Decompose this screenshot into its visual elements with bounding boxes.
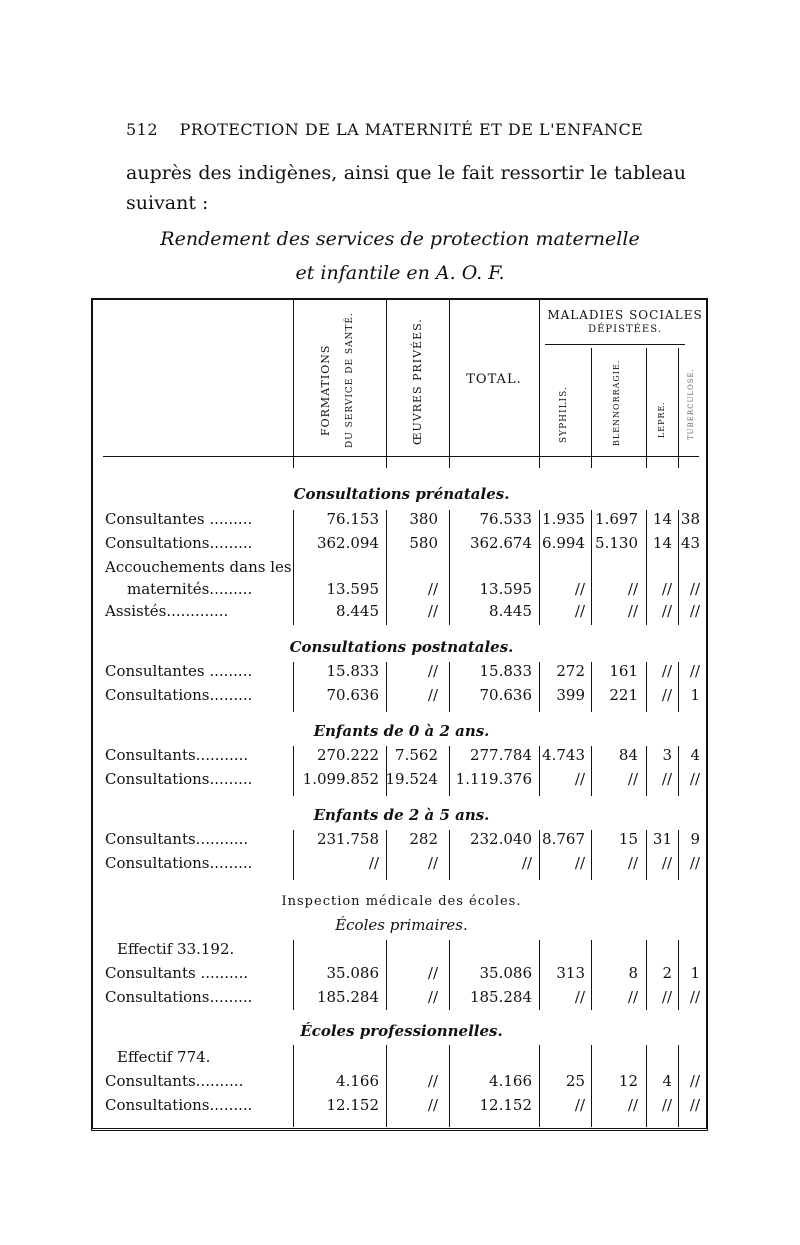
cell: // bbox=[689, 988, 700, 1006]
cell: // bbox=[627, 580, 638, 598]
cell: // bbox=[521, 854, 532, 872]
cell: 15 bbox=[618, 830, 638, 848]
cell: 4 bbox=[662, 1072, 672, 1090]
cell: // bbox=[627, 988, 638, 1006]
row-label: Consultants........... bbox=[105, 746, 249, 764]
row-label: Assistés............. bbox=[105, 602, 229, 620]
cell: 70.636 bbox=[479, 686, 532, 704]
row-label: Consultantes ......... bbox=[105, 662, 253, 680]
cell: 277.784 bbox=[469, 746, 532, 764]
cell: // bbox=[689, 770, 700, 788]
table-caption-line-2: et infantile en A. O. F. bbox=[295, 262, 505, 284]
page-number: 512 bbox=[126, 120, 159, 139]
cell: 9 bbox=[690, 830, 700, 848]
cell: 185.284 bbox=[469, 988, 532, 1006]
cell: 76.153 bbox=[326, 510, 379, 528]
row-label: Consultants .......... bbox=[105, 964, 249, 982]
cell: // bbox=[689, 854, 700, 872]
cell: 4.743 bbox=[542, 746, 585, 764]
row-label-effectif: Effectif 33.192. bbox=[117, 940, 235, 958]
cell: 15.833 bbox=[326, 662, 379, 680]
cell: // bbox=[427, 662, 438, 680]
cell: // bbox=[574, 580, 585, 598]
cell: 221 bbox=[609, 686, 638, 704]
row-label: Accouchements dans les bbox=[105, 558, 292, 576]
col-divider bbox=[646, 348, 647, 468]
cell: // bbox=[427, 1072, 438, 1090]
col-header-service-line2: DU SERVICE DE SANTÉ. bbox=[345, 312, 355, 448]
table-row bbox=[93, 1096, 710, 1118]
cell: 12.152 bbox=[326, 1096, 379, 1114]
header-rule bbox=[103, 456, 699, 457]
cell: 1.099.852 bbox=[302, 770, 379, 788]
cell: // bbox=[427, 686, 438, 704]
row-label: Consultations......... bbox=[105, 854, 253, 872]
cell: 1.119.376 bbox=[455, 770, 532, 788]
cell: // bbox=[689, 602, 700, 620]
section-heading-0-2: Enfants de 0 à 2 ans. bbox=[313, 722, 490, 740]
table-row bbox=[93, 988, 710, 1010]
table-row bbox=[93, 558, 710, 580]
table-caption-line-1: Rendement des services de protection maternelle bbox=[160, 228, 640, 250]
table-row bbox=[93, 964, 710, 986]
cell: // bbox=[661, 988, 672, 1006]
cell: // bbox=[427, 580, 438, 598]
row-label: Consultations......... bbox=[105, 988, 253, 1006]
col-header-service bbox=[345, 310, 355, 450]
cell: // bbox=[574, 854, 585, 872]
cell: 13.595 bbox=[326, 580, 379, 598]
cell: 38 bbox=[680, 510, 700, 528]
cell: 31 bbox=[652, 830, 672, 848]
cell: 272 bbox=[556, 662, 585, 680]
cell: 8.445 bbox=[489, 602, 532, 620]
table-row bbox=[93, 662, 710, 684]
cell: // bbox=[574, 1096, 585, 1114]
col-header-blennorragie: BLENNORRAGIE. bbox=[612, 359, 621, 447]
cell: // bbox=[368, 854, 379, 872]
col-group-header: MALADIES SOCIALES bbox=[547, 308, 703, 322]
row-label: maternités......... bbox=[127, 580, 253, 598]
cell: // bbox=[661, 854, 672, 872]
col-header-syphilis: SYPHILIS. bbox=[559, 386, 569, 444]
col-header-formations bbox=[319, 330, 332, 450]
cell: // bbox=[689, 662, 700, 680]
col-header-tuberculose: TUBERCULOSE. bbox=[687, 368, 695, 440]
section-heading-prenatal: Consultations prénatales. bbox=[293, 485, 510, 503]
col-divider bbox=[591, 348, 592, 468]
cell: 14 bbox=[652, 534, 672, 552]
cell: 8.445 bbox=[336, 602, 379, 620]
row-label-effectif: Effectif 774. bbox=[117, 1048, 211, 1066]
cell: // bbox=[427, 964, 438, 982]
cell: 4.166 bbox=[336, 1072, 379, 1090]
col-divider bbox=[539, 300, 540, 468]
cell: 12 bbox=[618, 1072, 638, 1090]
cell: 43 bbox=[680, 534, 700, 552]
cell: 1 bbox=[690, 686, 700, 704]
table-row bbox=[93, 510, 710, 532]
statistics-table bbox=[91, 298, 708, 1131]
cell: // bbox=[627, 854, 638, 872]
table-row bbox=[93, 770, 710, 792]
col-divider bbox=[386, 300, 387, 468]
cell: 15.833 bbox=[479, 662, 532, 680]
cell: 282 bbox=[409, 830, 438, 848]
row-label: Consultations......... bbox=[105, 770, 253, 788]
cell: 1.697 bbox=[595, 510, 638, 528]
cell: // bbox=[627, 602, 638, 620]
cell: 5.130 bbox=[595, 534, 638, 552]
cell: 13.595 bbox=[479, 580, 532, 598]
intro-line-2: suivant : bbox=[126, 192, 209, 214]
running-header bbox=[126, 120, 643, 139]
cell: 399 bbox=[556, 686, 585, 704]
cell: // bbox=[661, 602, 672, 620]
cell: 25 bbox=[565, 1072, 585, 1090]
running-title: PROTECTION DE LA MATERNITÉ ET DE L'ENFANCE bbox=[179, 120, 644, 139]
col-header-formations-line1: FORMATIONS bbox=[319, 344, 332, 436]
col-divider bbox=[678, 348, 679, 468]
cell: // bbox=[427, 854, 438, 872]
intro-paragraph bbox=[126, 158, 686, 218]
cell: // bbox=[661, 1096, 672, 1114]
table-row bbox=[93, 534, 710, 556]
cell: 8 bbox=[628, 964, 638, 982]
cell: 4 bbox=[690, 746, 700, 764]
cell: 6.994 bbox=[542, 534, 585, 552]
cell: 8.767 bbox=[542, 830, 585, 848]
group-brace bbox=[545, 344, 685, 345]
cell: 14 bbox=[652, 510, 672, 528]
cell: 4.166 bbox=[489, 1072, 532, 1090]
row-label: Consultantes ......... bbox=[105, 510, 253, 528]
cell: // bbox=[427, 988, 438, 1006]
cell: 2 bbox=[662, 964, 672, 982]
col-divider bbox=[293, 300, 294, 468]
col-header-total: TOTAL. bbox=[466, 372, 522, 387]
subsection-heading-professional: Écoles professionnelles. bbox=[300, 1022, 503, 1040]
section-heading-inspection: Inspection médicale des écoles. bbox=[281, 894, 522, 909]
cell: 1.935 bbox=[542, 510, 585, 528]
row-label: Consultations......... bbox=[105, 534, 253, 552]
cell: 580 bbox=[409, 534, 438, 552]
cell: 232.040 bbox=[469, 830, 532, 848]
cell: 380 bbox=[409, 510, 438, 528]
col-header-lepre: LÈPRE. bbox=[657, 401, 666, 439]
cell: // bbox=[689, 580, 700, 598]
table-row bbox=[93, 580, 710, 602]
cell: // bbox=[574, 988, 585, 1006]
table-row bbox=[93, 940, 710, 962]
cell: // bbox=[427, 602, 438, 620]
table-row bbox=[93, 1048, 710, 1070]
cell: 185.284 bbox=[316, 988, 379, 1006]
section-heading-2-5: Enfants de 2 à 5 ans. bbox=[313, 806, 490, 824]
cell: // bbox=[627, 770, 638, 788]
row-label: Consultations......... bbox=[105, 686, 253, 704]
cell: 19.524 bbox=[385, 770, 438, 788]
subsection-heading-primary: Écoles primaires. bbox=[335, 916, 468, 934]
cell: 7.562 bbox=[395, 746, 438, 764]
table-row bbox=[93, 830, 710, 852]
cell: // bbox=[661, 580, 672, 598]
row-label: Consultations......... bbox=[105, 1096, 253, 1114]
cell: 35.086 bbox=[326, 964, 379, 982]
cell: 362.094 bbox=[316, 534, 379, 552]
row-label: Consultants.......... bbox=[105, 1072, 244, 1090]
cell: // bbox=[661, 686, 672, 704]
cell: 84 bbox=[618, 746, 638, 764]
cell: 313 bbox=[556, 964, 585, 982]
col-header-oeuvres: ŒUVRES PRIVÉES. bbox=[411, 318, 424, 446]
table-row bbox=[93, 1072, 710, 1094]
cell: // bbox=[661, 662, 672, 680]
cell: 3 bbox=[662, 746, 672, 764]
table-row bbox=[93, 686, 710, 708]
row-label: Consultants........... bbox=[105, 830, 249, 848]
cell: 1 bbox=[690, 964, 700, 982]
cell: // bbox=[689, 1096, 700, 1114]
cell: 70.636 bbox=[326, 686, 379, 704]
intro-line-1: auprès des indigènes, ainsi que le fait ressortir le tableau bbox=[126, 162, 686, 184]
table-row bbox=[93, 746, 710, 768]
table-row bbox=[93, 602, 710, 624]
table-row bbox=[93, 854, 710, 876]
cell: 231.758 bbox=[316, 830, 379, 848]
cell: 362.674 bbox=[469, 534, 532, 552]
cell: // bbox=[661, 770, 672, 788]
cell: 161 bbox=[609, 662, 638, 680]
cell: // bbox=[689, 1072, 700, 1090]
cell: // bbox=[427, 1096, 438, 1114]
col-group-header-2: DÉPISTÉES. bbox=[588, 324, 662, 335]
cell: 12.152 bbox=[479, 1096, 532, 1114]
cell: // bbox=[574, 602, 585, 620]
cell: // bbox=[574, 770, 585, 788]
cell: 35.086 bbox=[479, 964, 532, 982]
cell: 76.533 bbox=[479, 510, 532, 528]
cell: 270.222 bbox=[316, 746, 379, 764]
section-heading-postnatal: Consultations postnatales. bbox=[289, 638, 514, 656]
cell: // bbox=[627, 1096, 638, 1114]
